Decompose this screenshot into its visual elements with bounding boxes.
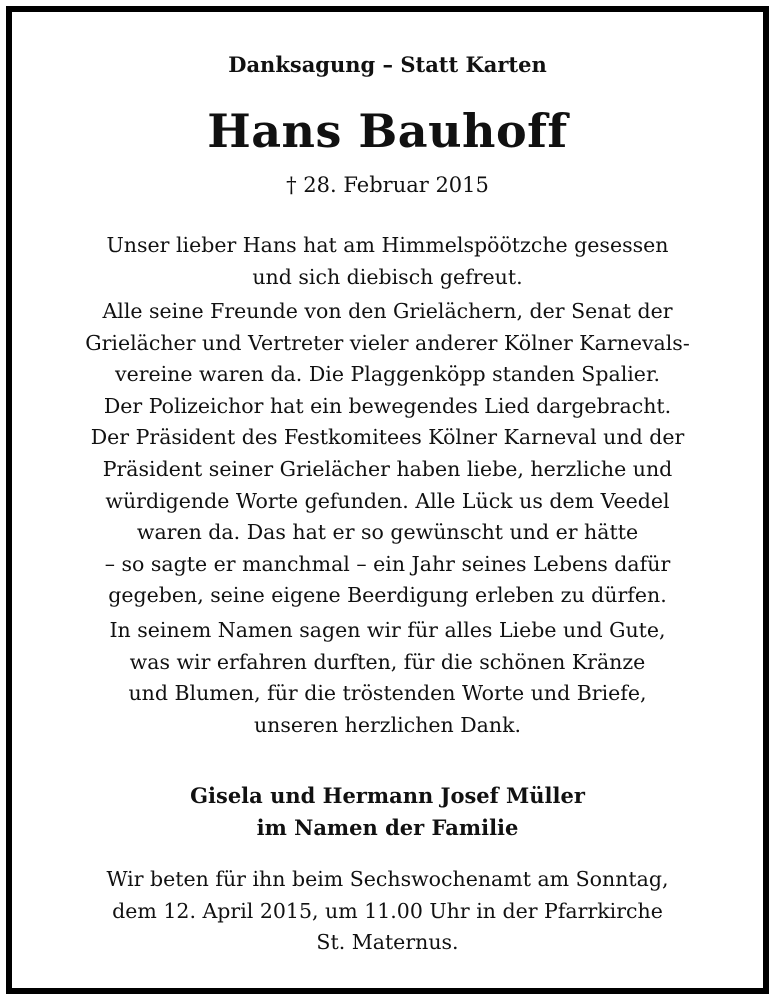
text-line: Präsident seiner Grielächer haben liebe, herzliche und: [102, 456, 673, 481]
text-line: gegeben, seine eigene Beerdigung erleben zu dürfen.: [108, 583, 667, 608]
text-line: was wir erfahren durften, für die schönen Kränze: [129, 649, 646, 674]
text-line: waren da. Das hat er so gewünscht und er hätte: [136, 520, 639, 545]
text-line: Alle seine Freunde von den Grielächern, der Senat der: [102, 299, 673, 323]
text-line: unseren herzlichen Dank.: [253, 712, 522, 737]
text-line: Unser lieber Hans hat am Himmelspöötzche gesessen: [106, 233, 669, 257]
text-line: dem 12. April 2015, um 11.00 Uhr in der Pfarrkirche: [112, 898, 663, 923]
text-line: und Blumen, für die tröstenden Worte und Briefe,: [128, 681, 647, 706]
text-line: Der Polizeichor hat ein bewegendes Lied dargebracht.: [103, 393, 672, 418]
text-line: – so sagte er manchmal – ein Jahr seines Lebens dafür: [104, 551, 671, 576]
text-line: Wir beten für ihn beim Sechswochenamt am Sonntag,: [106, 867, 669, 891]
text-line: St. Maternus.: [316, 930, 459, 955]
service-notice: [12, 864, 763, 959]
signature-names: Gisela und Hermann Josef Müller: [190, 783, 585, 808]
text-line: Der Präsident des Festkomitees Kölner Karneval und der: [90, 425, 685, 450]
text-line: würdigende Worte gefunden. Alle Lück us dem Veedel: [105, 488, 670, 513]
deceased-name: Hans Bauhoff: [207, 104, 568, 158]
text-line: In seinem Namen sagen wir für alles Liebe und Gute,: [109, 618, 666, 642]
paragraph-funeral: [12, 296, 763, 612]
signature-family: im Namen der Familie: [256, 815, 519, 840]
paragraph-thanks: [12, 615, 763, 741]
death-date: † 28. Februar 2015: [286, 173, 489, 197]
text-line: und sich diebisch gefreut.: [252, 264, 523, 289]
text-line: Grielächer und Vertreter vieler anderer Kölner Karnevals-: [85, 330, 690, 355]
text-line: vereine waren da. Die Plaggenköpp standen Spalier.: [114, 362, 661, 387]
notice-frame: [6, 6, 769, 994]
signature-block: [12, 780, 763, 844]
paragraph-intro: [12, 230, 763, 293]
notice-header: Danksagung – Statt Karten: [228, 52, 547, 77]
